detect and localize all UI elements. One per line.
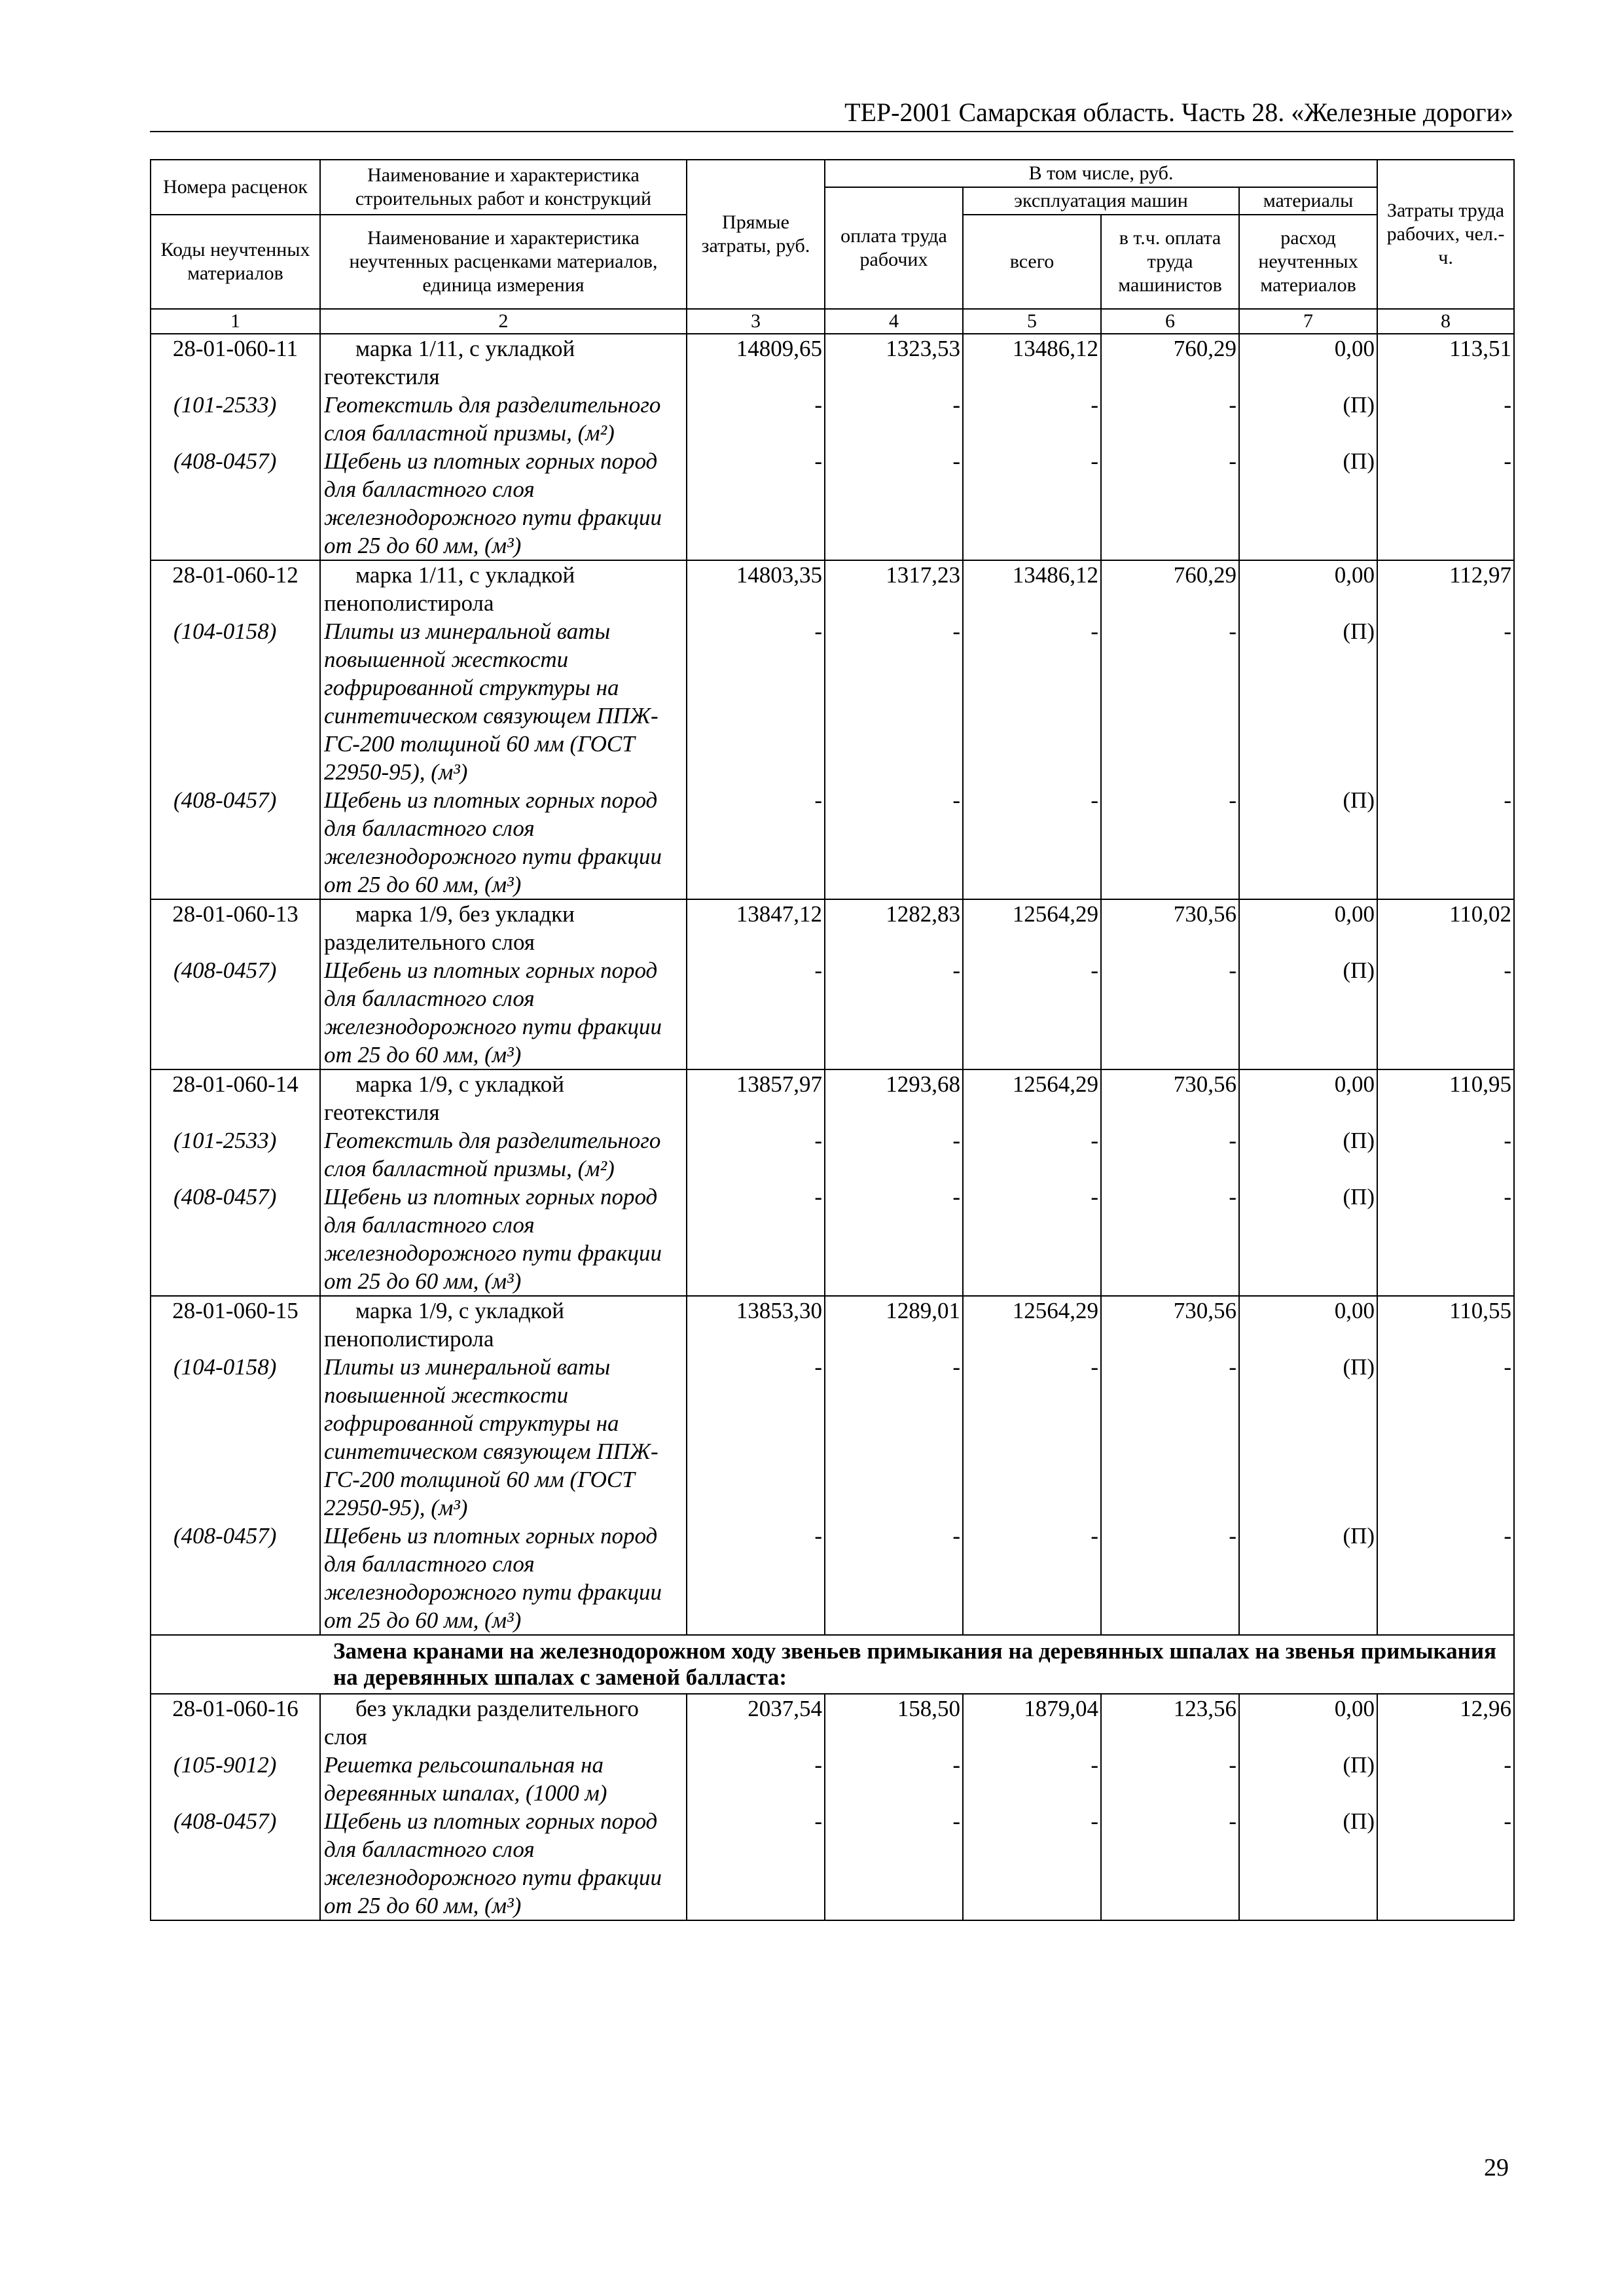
value-cell: - bbox=[963, 1522, 1101, 1635]
value-cell: 760,29 bbox=[1101, 334, 1239, 391]
material-code: (104-0158) bbox=[151, 617, 320, 786]
header-direct-costs: Прямые затраты, руб. bbox=[687, 160, 825, 309]
value-cell: - bbox=[687, 1807, 825, 1920]
value-cell: - bbox=[1377, 391, 1514, 447]
column-numbers-row bbox=[151, 309, 1514, 334]
value-cell: 730,56 bbox=[1101, 1296, 1239, 1353]
value-cell: 12,96 bbox=[1377, 1694, 1514, 1751]
value-cell: - bbox=[1377, 1522, 1514, 1635]
value-cell: 12564,29 bbox=[963, 1296, 1101, 1353]
column-number: 2 bbox=[320, 309, 687, 334]
section-title: Замена кранами на железнодорожном ходу звеньев примыкания на деревянных шпалах на звенья примыкания на деревянных шпалах с заменой балласта: bbox=[151, 1635, 1514, 1694]
value-cell: 760,29 bbox=[1101, 560, 1239, 617]
value-cell: 1282,83 bbox=[825, 899, 963, 956]
material-code: (105-9012) bbox=[151, 1751, 320, 1807]
value-cell: - bbox=[963, 447, 1101, 560]
value-cell: (П) bbox=[1239, 1353, 1377, 1522]
value-cell: 12564,29 bbox=[963, 1069, 1101, 1126]
value-cell: (П) bbox=[1239, 1126, 1377, 1183]
value-cell: - bbox=[1377, 1353, 1514, 1522]
rate-code: 28-01-060-12 bbox=[151, 560, 320, 617]
value-cell: - bbox=[687, 447, 825, 560]
value-cell: 13486,12 bbox=[963, 560, 1101, 617]
value-cell: - bbox=[1377, 1807, 1514, 1920]
material-row bbox=[151, 1126, 1514, 1183]
value-cell: - bbox=[1101, 1522, 1239, 1635]
value-cell: - bbox=[1377, 1126, 1514, 1183]
value-cell: - bbox=[1377, 786, 1514, 899]
material-name: Щебень из плотных горных пород для балластного слоя железнодорожного пути фракции от 25 до 60 мм, (м³) bbox=[320, 1807, 687, 1920]
value-cell: - bbox=[687, 1126, 825, 1183]
value-cell: - bbox=[1101, 1807, 1239, 1920]
value-cell: - bbox=[1101, 1126, 1239, 1183]
value-cell: - bbox=[1101, 1183, 1239, 1296]
value-cell: - bbox=[825, 1807, 963, 1920]
value-cell: 0,00 bbox=[1239, 1694, 1377, 1751]
value-cell: 1289,01 bbox=[825, 1296, 963, 1353]
value-cell: 0,00 bbox=[1239, 334, 1377, 391]
value-cell: - bbox=[687, 786, 825, 899]
value-cell: 13486,12 bbox=[963, 334, 1101, 391]
header-including: В том числе, руб. bbox=[825, 160, 1377, 187]
value-cell: - bbox=[1377, 447, 1514, 560]
section-row bbox=[151, 1635, 1514, 1694]
value-cell: - bbox=[687, 1751, 825, 1807]
material-row bbox=[151, 786, 1514, 899]
value-cell: (П) bbox=[1239, 1522, 1377, 1635]
value-cell: - bbox=[687, 956, 825, 1069]
material-row bbox=[151, 391, 1514, 447]
material-row bbox=[151, 447, 1514, 560]
material-code: (408-0457) bbox=[151, 1807, 320, 1920]
value-cell: - bbox=[825, 391, 963, 447]
value-cell: - bbox=[963, 617, 1101, 786]
material-name: Щебень из плотных горных пород для балластного слоя железнодорожного пути фракции от 25 до 60 мм, (м³) bbox=[320, 956, 687, 1069]
value-cell: - bbox=[1101, 1751, 1239, 1807]
work-name: марка 1/11, с укладкой геотекстиля bbox=[320, 334, 687, 391]
value-cell: 14803,35 bbox=[687, 560, 825, 617]
value-cell: - bbox=[825, 786, 963, 899]
value-cell: 0,00 bbox=[1239, 899, 1377, 956]
material-code: (408-0457) bbox=[151, 447, 320, 560]
material-row bbox=[151, 1522, 1514, 1635]
material-row bbox=[151, 1183, 1514, 1296]
material-row bbox=[151, 956, 1514, 1069]
column-number: 3 bbox=[687, 309, 825, 334]
work-name: без укладки разделительного слоя bbox=[320, 1694, 687, 1751]
header-code-top: Номера расценок bbox=[151, 160, 320, 215]
value-cell: - bbox=[687, 391, 825, 447]
material-name: Щебень из плотных горных пород для балластного слоя железнодорожного пути фракции от 25 до 60 мм, (м³) bbox=[320, 1522, 687, 1635]
column-number: 4 bbox=[825, 309, 963, 334]
value-cell: 13853,30 bbox=[687, 1296, 825, 1353]
material-name: Щебень из плотных горных пород для балластного слоя железнодорожного пути фракции от 25 до 60 мм, (м³) bbox=[320, 447, 687, 560]
value-cell: - bbox=[963, 1126, 1101, 1183]
rates-table bbox=[150, 159, 1515, 1921]
column-number: 1 bbox=[151, 309, 320, 334]
value-cell: - bbox=[687, 617, 825, 786]
value-cell: 110,02 bbox=[1377, 899, 1514, 956]
value-cell: - bbox=[1377, 1183, 1514, 1296]
material-code: (408-0457) bbox=[151, 1183, 320, 1296]
column-number: 5 bbox=[963, 309, 1101, 334]
value-cell: - bbox=[825, 956, 963, 1069]
material-name: Решетка рельсошпальная на деревянных шпалах, (1000 м) bbox=[320, 1751, 687, 1807]
material-name: Щебень из плотных горных пород для балластного слоя железнодорожного пути фракции от 25 до 60 мм, (м³) bbox=[320, 1183, 687, 1296]
value-cell: 1879,04 bbox=[963, 1694, 1101, 1751]
column-number: 7 bbox=[1239, 309, 1377, 334]
value-cell: 0,00 bbox=[1239, 1296, 1377, 1353]
material-name: Плиты из минеральной ваты повышенной жесткости гофрированной структуры на синтетическом связующем ППЖ-ГС-200 толщиной 60 мм (ГОСТ 22950-95), (м³) bbox=[320, 617, 687, 786]
work-name: марка 1/11, с укладкой пенополистирола bbox=[320, 560, 687, 617]
value-cell: 730,56 bbox=[1101, 899, 1239, 956]
value-cell: - bbox=[963, 391, 1101, 447]
value-cell: 0,00 bbox=[1239, 560, 1377, 617]
header-code-bottom: Коды неучтенных материалов bbox=[151, 215, 320, 309]
material-name: Геотекстиль для разделительного слоя балластной призмы, (м²) bbox=[320, 1126, 687, 1183]
value-cell: - bbox=[963, 1353, 1101, 1522]
value-cell: (П) bbox=[1239, 1183, 1377, 1296]
value-cell: - bbox=[963, 1751, 1101, 1807]
value-cell: - bbox=[1101, 617, 1239, 786]
value-cell: 12564,29 bbox=[963, 899, 1101, 956]
value-cell: - bbox=[1101, 391, 1239, 447]
value-cell: (П) bbox=[1239, 391, 1377, 447]
value-cell: 1293,68 bbox=[825, 1069, 963, 1126]
value-cell: 1317,23 bbox=[825, 560, 963, 617]
value-cell: 110,55 bbox=[1377, 1296, 1514, 1353]
header-materials: материалы bbox=[1239, 187, 1377, 215]
value-cell: - bbox=[1101, 786, 1239, 899]
material-code: (408-0457) bbox=[151, 786, 320, 899]
page-number: 29 bbox=[1484, 2154, 1509, 2181]
rate-code: 28-01-060-14 bbox=[151, 1069, 320, 1126]
value-cell: - bbox=[1101, 956, 1239, 1069]
value-cell: (П) bbox=[1239, 956, 1377, 1069]
rate-code: 28-01-060-11 bbox=[151, 334, 320, 391]
value-cell: - bbox=[1101, 1353, 1239, 1522]
table-row bbox=[151, 1296, 1514, 1353]
material-row bbox=[151, 1353, 1514, 1522]
material-name: Геотекстиль для разделительного слоя балластной призмы, (м²) bbox=[320, 391, 687, 447]
value-cell: - bbox=[1377, 617, 1514, 786]
rate-code: 28-01-060-15 bbox=[151, 1296, 320, 1353]
material-name: Щебень из плотных горных пород для балластного слоя железнодорожного пути фракции от 25 до 60 мм, (м³) bbox=[320, 786, 687, 899]
value-cell: 123,56 bbox=[1101, 1694, 1239, 1751]
value-cell: (П) bbox=[1239, 617, 1377, 786]
column-number: 8 bbox=[1377, 309, 1514, 334]
header-material-usage: расход неучтенных материалов bbox=[1239, 215, 1377, 309]
header-labor-cost: Затраты труда рабочих, чел.-ч. bbox=[1377, 160, 1514, 309]
value-cell: - bbox=[1101, 447, 1239, 560]
value-cell: 158,50 bbox=[825, 1694, 963, 1751]
value-cell: - bbox=[825, 1751, 963, 1807]
header-rule bbox=[150, 131, 1513, 132]
table-row bbox=[151, 1069, 1514, 1126]
value-cell: - bbox=[825, 1522, 963, 1635]
table-row bbox=[151, 1694, 1514, 1751]
value-cell: - bbox=[687, 1353, 825, 1522]
material-row bbox=[151, 1751, 1514, 1807]
table-row bbox=[151, 334, 1514, 391]
value-cell: 110,95 bbox=[1377, 1069, 1514, 1126]
header-labor-pay: оплата труда рабочих bbox=[825, 187, 963, 309]
table-header bbox=[151, 160, 1514, 334]
value-cell: 113,51 bbox=[1377, 334, 1514, 391]
table-row bbox=[151, 899, 1514, 956]
material-name: Плиты из минеральной ваты повышенной жесткости гофрированной структуры на синтетическом связующем ППЖ-ГС-200 толщиной 60 мм (ГОСТ 22950-95), (м³) bbox=[320, 1353, 687, 1522]
header-name-bottom: Наименование и характеристика неучтенных расценками материалов, единица измерения bbox=[320, 215, 687, 309]
value-cell: (П) bbox=[1239, 1751, 1377, 1807]
material-code: (408-0457) bbox=[151, 1522, 320, 1635]
header-machines: эксплуатация машин bbox=[963, 187, 1239, 215]
value-cell: - bbox=[1377, 956, 1514, 1069]
rate-code: 28-01-060-16 bbox=[151, 1694, 320, 1751]
header-machinists-pay: в т.ч. оплата труда машинистов bbox=[1101, 215, 1239, 309]
material-code: (101-2533) bbox=[151, 1126, 320, 1183]
value-cell: - bbox=[825, 617, 963, 786]
page-header-title: ТЕР-2001 Самарская область. Часть 28. «Железные дороги» bbox=[844, 98, 1513, 127]
value-cell: (П) bbox=[1239, 447, 1377, 560]
header-name-top: Наименование и характеристика строительных работ и конструкций bbox=[320, 160, 687, 215]
material-code: (408-0457) bbox=[151, 956, 320, 1069]
column-number: 6 bbox=[1101, 309, 1239, 334]
rate-code: 28-01-060-13 bbox=[151, 899, 320, 956]
value-cell: - bbox=[963, 956, 1101, 1069]
value-cell: - bbox=[687, 1522, 825, 1635]
value-cell: 13857,97 bbox=[687, 1069, 825, 1126]
value-cell: (П) bbox=[1239, 786, 1377, 899]
value-cell: - bbox=[963, 1807, 1101, 1920]
table-body bbox=[151, 334, 1514, 1920]
work-name: марка 1/9, с укладкой пенополистирола bbox=[320, 1296, 687, 1353]
value-cell: 112,97 bbox=[1377, 560, 1514, 617]
value-cell: - bbox=[963, 1183, 1101, 1296]
value-cell: 1323,53 bbox=[825, 334, 963, 391]
table-row bbox=[151, 560, 1514, 617]
value-cell: 2037,54 bbox=[687, 1694, 825, 1751]
work-name: марка 1/9, с укладкой геотекстиля bbox=[320, 1069, 687, 1126]
material-code: (101-2533) bbox=[151, 391, 320, 447]
value-cell: - bbox=[687, 1183, 825, 1296]
value-cell: - bbox=[963, 786, 1101, 899]
value-cell: (П) bbox=[1239, 1807, 1377, 1920]
value-cell: - bbox=[825, 1353, 963, 1522]
value-cell: 730,56 bbox=[1101, 1069, 1239, 1126]
value-cell: 0,00 bbox=[1239, 1069, 1377, 1126]
value-cell: - bbox=[825, 1183, 963, 1296]
material-code: (104-0158) bbox=[151, 1353, 320, 1522]
material-row bbox=[151, 1807, 1514, 1920]
work-name: марка 1/9, без укладки разделительного слоя bbox=[320, 899, 687, 956]
value-cell: - bbox=[1377, 1751, 1514, 1807]
value-cell: - bbox=[825, 447, 963, 560]
value-cell: - bbox=[825, 1126, 963, 1183]
value-cell: 13847,12 bbox=[687, 899, 825, 956]
value-cell: 14809,65 bbox=[687, 334, 825, 391]
material-row bbox=[151, 617, 1514, 786]
header-machines-total: всего bbox=[963, 215, 1101, 309]
